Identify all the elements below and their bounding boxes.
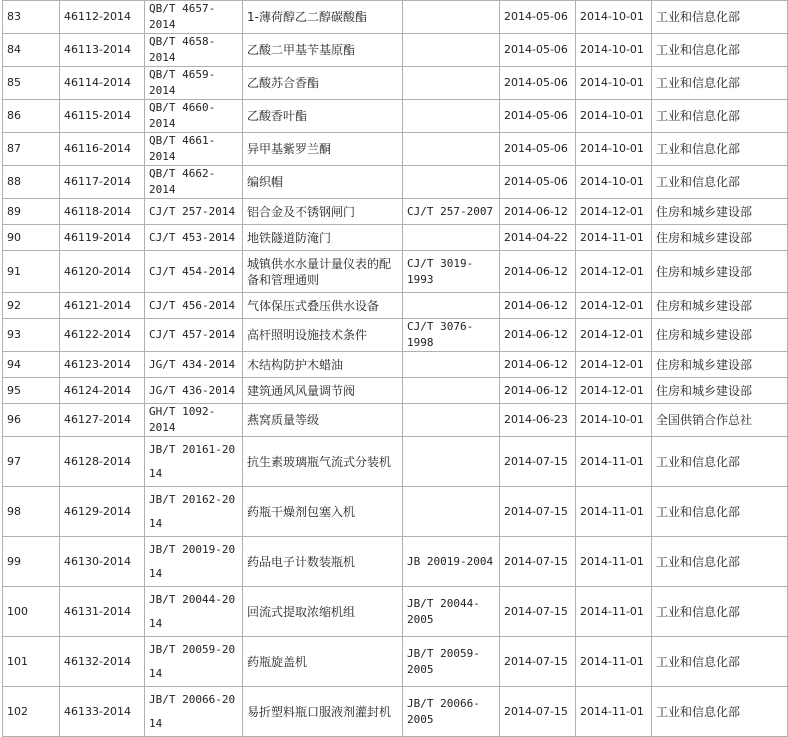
- cell-standard-name: 铝合金及不锈钢闸门: [243, 199, 403, 225]
- cell-implement-date: 2014-10-01: [576, 133, 652, 166]
- cell-record-id: 46132-2014: [60, 637, 145, 687]
- cell-implement-date: 2014-12-01: [576, 352, 652, 378]
- cell-standard-code: QB/T 4661-2014: [145, 133, 243, 166]
- cell-implement-date: 2014-12-01: [576, 251, 652, 293]
- cell-record-id: 46124-2014: [60, 378, 145, 404]
- cell-number: 102: [3, 687, 60, 737]
- cell-number: 90: [3, 225, 60, 251]
- cell-standard-code: CJ/T 456-2014: [145, 293, 243, 319]
- cell-replaced-standard: [403, 1, 500, 34]
- cell-standard-name: 药瓶干燥剂包塞入机: [243, 487, 403, 537]
- cell-replaced-standard: [403, 404, 500, 437]
- cell-record-id: 46113-2014: [60, 34, 145, 67]
- cell-replaced-standard: JB/T 20044-2005: [403, 587, 500, 637]
- cell-number: 86: [3, 100, 60, 133]
- cell-publish-date: 2014-06-12: [500, 251, 576, 293]
- cell-standard-code: JG/T 436-2014: [145, 378, 243, 404]
- cell-standard-code: QB/T 4658-2014: [145, 34, 243, 67]
- cell-standard-code: JB/T 20019-2014: [145, 537, 243, 587]
- cell-implement-date: 2014-11-01: [576, 587, 652, 637]
- cell-standard-code: CJ/T 453-2014: [145, 225, 243, 251]
- table-row: [3, 251, 788, 293]
- cell-record-id: 46133-2014: [60, 687, 145, 737]
- table-row: [3, 34, 788, 67]
- cell-publish-date: 2014-05-06: [500, 100, 576, 133]
- cell-implement-date: 2014-10-01: [576, 404, 652, 437]
- cell-replaced-standard: [403, 352, 500, 378]
- cell-standard-code: QB/T 4662-2014: [145, 166, 243, 199]
- cell-implement-date: 2014-12-01: [576, 293, 652, 319]
- cell-number: 95: [3, 378, 60, 404]
- cell-department: 住房和城乡建设部: [652, 225, 788, 251]
- cell-department: 工业和信息化部: [652, 687, 788, 737]
- cell-publish-date: 2014-05-06: [500, 1, 576, 34]
- table-row: [3, 352, 788, 378]
- table-row: [3, 225, 788, 251]
- cell-department: 全国供销合作总社: [652, 404, 788, 437]
- cell-publish-date: 2014-06-12: [500, 352, 576, 378]
- cell-standard-code: JB/T 20162-2014: [145, 487, 243, 537]
- cell-record-id: 46123-2014: [60, 352, 145, 378]
- cell-implement-date: 2014-10-01: [576, 67, 652, 100]
- cell-implement-date: 2014-10-01: [576, 1, 652, 34]
- cell-standard-code: JB/T 20059-2014: [145, 637, 243, 687]
- cell-number: 94: [3, 352, 60, 378]
- cell-standard-code: QB/T 4657-2014: [145, 1, 243, 34]
- cell-publish-date: 2014-05-06: [500, 166, 576, 199]
- cell-publish-date: 2014-04-22: [500, 225, 576, 251]
- cell-number: 92: [3, 293, 60, 319]
- table-row: [3, 319, 788, 352]
- cell-standard-name: 药品电子计数装瓶机: [243, 537, 403, 587]
- cell-department: 工业和信息化部: [652, 34, 788, 67]
- cell-replaced-standard: [403, 133, 500, 166]
- cell-publish-date: 2014-07-15: [500, 687, 576, 737]
- cell-standard-code: JG/T 434-2014: [145, 352, 243, 378]
- cell-implement-date: 2014-11-01: [576, 637, 652, 687]
- standards-table: [2, 0, 788, 737]
- cell-implement-date: 2014-10-01: [576, 166, 652, 199]
- cell-department: 工业和信息化部: [652, 537, 788, 587]
- cell-implement-date: 2014-11-01: [576, 487, 652, 537]
- cell-record-id: 46112-2014: [60, 1, 145, 34]
- cell-publish-date: 2014-05-06: [500, 34, 576, 67]
- cell-publish-date: 2014-06-12: [500, 293, 576, 319]
- cell-number: 88: [3, 166, 60, 199]
- cell-record-id: 46120-2014: [60, 251, 145, 293]
- cell-department: 工业和信息化部: [652, 587, 788, 637]
- cell-publish-date: 2014-07-15: [500, 637, 576, 687]
- cell-replaced-standard: CJ/T 257-2007: [403, 199, 500, 225]
- cell-replaced-standard: [403, 437, 500, 487]
- cell-replaced-standard: CJ/T 3019-1993: [403, 251, 500, 293]
- cell-standard-name: 异甲基紫罗兰酮: [243, 133, 403, 166]
- table-row: [3, 378, 788, 404]
- table-row: [3, 437, 788, 487]
- cell-replaced-standard: JB/T 20059-2005: [403, 637, 500, 687]
- cell-implement-date: 2014-11-01: [576, 537, 652, 587]
- table-row: [3, 199, 788, 225]
- cell-publish-date: 2014-07-15: [500, 587, 576, 637]
- cell-standard-name: 乙酸香叶酯: [243, 100, 403, 133]
- cell-standard-name: 回流式提取浓缩机组: [243, 587, 403, 637]
- cell-record-id: 46127-2014: [60, 404, 145, 437]
- cell-standard-code: QB/T 4660-2014: [145, 100, 243, 133]
- cell-publish-date: 2014-06-12: [500, 199, 576, 225]
- cell-number: 100: [3, 587, 60, 637]
- cell-replaced-standard: JB 20019-2004: [403, 537, 500, 587]
- cell-department: 住房和城乡建设部: [652, 293, 788, 319]
- cell-publish-date: 2014-06-12: [500, 319, 576, 352]
- cell-standard-name: 易折塑料瓶口服液剂灌封机: [243, 687, 403, 737]
- cell-replaced-standard: [403, 225, 500, 251]
- cell-department: 工业和信息化部: [652, 1, 788, 34]
- cell-department: 工业和信息化部: [652, 133, 788, 166]
- cell-number: 96: [3, 404, 60, 437]
- cell-implement-date: 2014-10-01: [576, 100, 652, 133]
- table-row: [3, 587, 788, 637]
- table-row: [3, 537, 788, 587]
- cell-standard-name: 1-薄荷醇乙二醇碳酸酯: [243, 1, 403, 34]
- cell-replaced-standard: JB/T 20066-2005: [403, 687, 500, 737]
- cell-implement-date: 2014-10-01: [576, 34, 652, 67]
- cell-number: 84: [3, 34, 60, 67]
- cell-department: 工业和信息化部: [652, 100, 788, 133]
- cell-standard-name: 气体保压式叠压供水设备: [243, 293, 403, 319]
- table-row: [3, 687, 788, 737]
- cell-replaced-standard: [403, 67, 500, 100]
- cell-implement-date: 2014-12-01: [576, 319, 652, 352]
- cell-standard-code: CJ/T 257-2014: [145, 199, 243, 225]
- cell-publish-date: 2014-07-15: [500, 437, 576, 487]
- cell-standard-name: 抗生素玻璃瓶气流式分装机: [243, 437, 403, 487]
- cell-publish-date: 2014-06-23: [500, 404, 576, 437]
- cell-standard-name: 木结构防护木蜡油: [243, 352, 403, 378]
- cell-department: 工业和信息化部: [652, 67, 788, 100]
- cell-record-id: 46122-2014: [60, 319, 145, 352]
- cell-record-id: 46118-2014: [60, 199, 145, 225]
- table-row: [3, 166, 788, 199]
- cell-implement-date: 2014-12-01: [576, 199, 652, 225]
- cell-standard-code: QB/T 4659-2014: [145, 67, 243, 100]
- cell-implement-date: 2014-11-01: [576, 437, 652, 487]
- cell-department: 工业和信息化部: [652, 487, 788, 537]
- cell-replaced-standard: [403, 100, 500, 133]
- cell-department: 工业和信息化部: [652, 166, 788, 199]
- table-row: [3, 487, 788, 537]
- cell-standard-name: 药瓶旋盖机: [243, 637, 403, 687]
- cell-number: 98: [3, 487, 60, 537]
- cell-record-id: 46117-2014: [60, 166, 145, 199]
- cell-record-id: 46131-2014: [60, 587, 145, 637]
- cell-number: 93: [3, 319, 60, 352]
- cell-number: 87: [3, 133, 60, 166]
- cell-implement-date: 2014-11-01: [576, 225, 652, 251]
- cell-standard-name: 乙酸二甲基苄基原酯: [243, 34, 403, 67]
- cell-standard-name: 燕窝质量等级: [243, 404, 403, 437]
- standards-table-body: [3, 1, 788, 737]
- cell-record-id: 46115-2014: [60, 100, 145, 133]
- cell-standard-name: 乙酸苏合香酯: [243, 67, 403, 100]
- table-row: [3, 100, 788, 133]
- cell-department: 住房和城乡建设部: [652, 251, 788, 293]
- cell-replaced-standard: [403, 378, 500, 404]
- cell-standard-name: 建筑通风风量调节阀: [243, 378, 403, 404]
- cell-publish-date: 2014-05-06: [500, 67, 576, 100]
- cell-department: 住房和城乡建设部: [652, 199, 788, 225]
- cell-number: 101: [3, 637, 60, 687]
- cell-replaced-standard: [403, 487, 500, 537]
- table-row: [3, 1, 788, 34]
- cell-replaced-standard: [403, 293, 500, 319]
- cell-department: 工业和信息化部: [652, 637, 788, 687]
- cell-number: 99: [3, 537, 60, 587]
- table-row: [3, 293, 788, 319]
- cell-publish-date: 2014-05-06: [500, 133, 576, 166]
- cell-record-id: 46116-2014: [60, 133, 145, 166]
- cell-standard-name: 编织帽: [243, 166, 403, 199]
- cell-standard-code: JB/T 20044-2014: [145, 587, 243, 637]
- table-row: [3, 404, 788, 437]
- cell-replaced-standard: CJ/T 3076-1998: [403, 319, 500, 352]
- cell-replaced-standard: [403, 166, 500, 199]
- cell-publish-date: 2014-07-15: [500, 487, 576, 537]
- cell-record-id: 46128-2014: [60, 437, 145, 487]
- cell-number: 89: [3, 199, 60, 225]
- table-row: [3, 133, 788, 166]
- cell-standard-name: 地铁隧道防淹门: [243, 225, 403, 251]
- cell-standard-name: 城镇供水水量计量仪表的配备和管理通则: [243, 251, 403, 293]
- cell-number: 91: [3, 251, 60, 293]
- cell-standard-code: JB/T 20066-2014: [145, 687, 243, 737]
- cell-record-id: 46121-2014: [60, 293, 145, 319]
- cell-department: 住房和城乡建设部: [652, 352, 788, 378]
- cell-publish-date: 2014-06-12: [500, 378, 576, 404]
- cell-record-id: 46130-2014: [60, 537, 145, 587]
- cell-number: 85: [3, 67, 60, 100]
- cell-standard-code: GH/T 1092-2014: [145, 404, 243, 437]
- cell-standard-code: JB/T 20161-2014: [145, 437, 243, 487]
- cell-implement-date: 2014-11-01: [576, 687, 652, 737]
- cell-publish-date: 2014-07-15: [500, 537, 576, 587]
- table-row: [3, 67, 788, 100]
- table-row: [3, 637, 788, 687]
- cell-record-id: 46114-2014: [60, 67, 145, 100]
- cell-department: 住房和城乡建设部: [652, 319, 788, 352]
- cell-number: 83: [3, 1, 60, 34]
- cell-standard-code: CJ/T 457-2014: [145, 319, 243, 352]
- cell-department: 工业和信息化部: [652, 437, 788, 487]
- cell-department: 住房和城乡建设部: [652, 378, 788, 404]
- cell-record-id: 46129-2014: [60, 487, 145, 537]
- cell-number: 97: [3, 437, 60, 487]
- cell-replaced-standard: [403, 34, 500, 67]
- cell-standard-name: 高杆照明设施技术条件: [243, 319, 403, 352]
- cell-standard-code: CJ/T 454-2014: [145, 251, 243, 293]
- cell-implement-date: 2014-12-01: [576, 378, 652, 404]
- cell-record-id: 46119-2014: [60, 225, 145, 251]
